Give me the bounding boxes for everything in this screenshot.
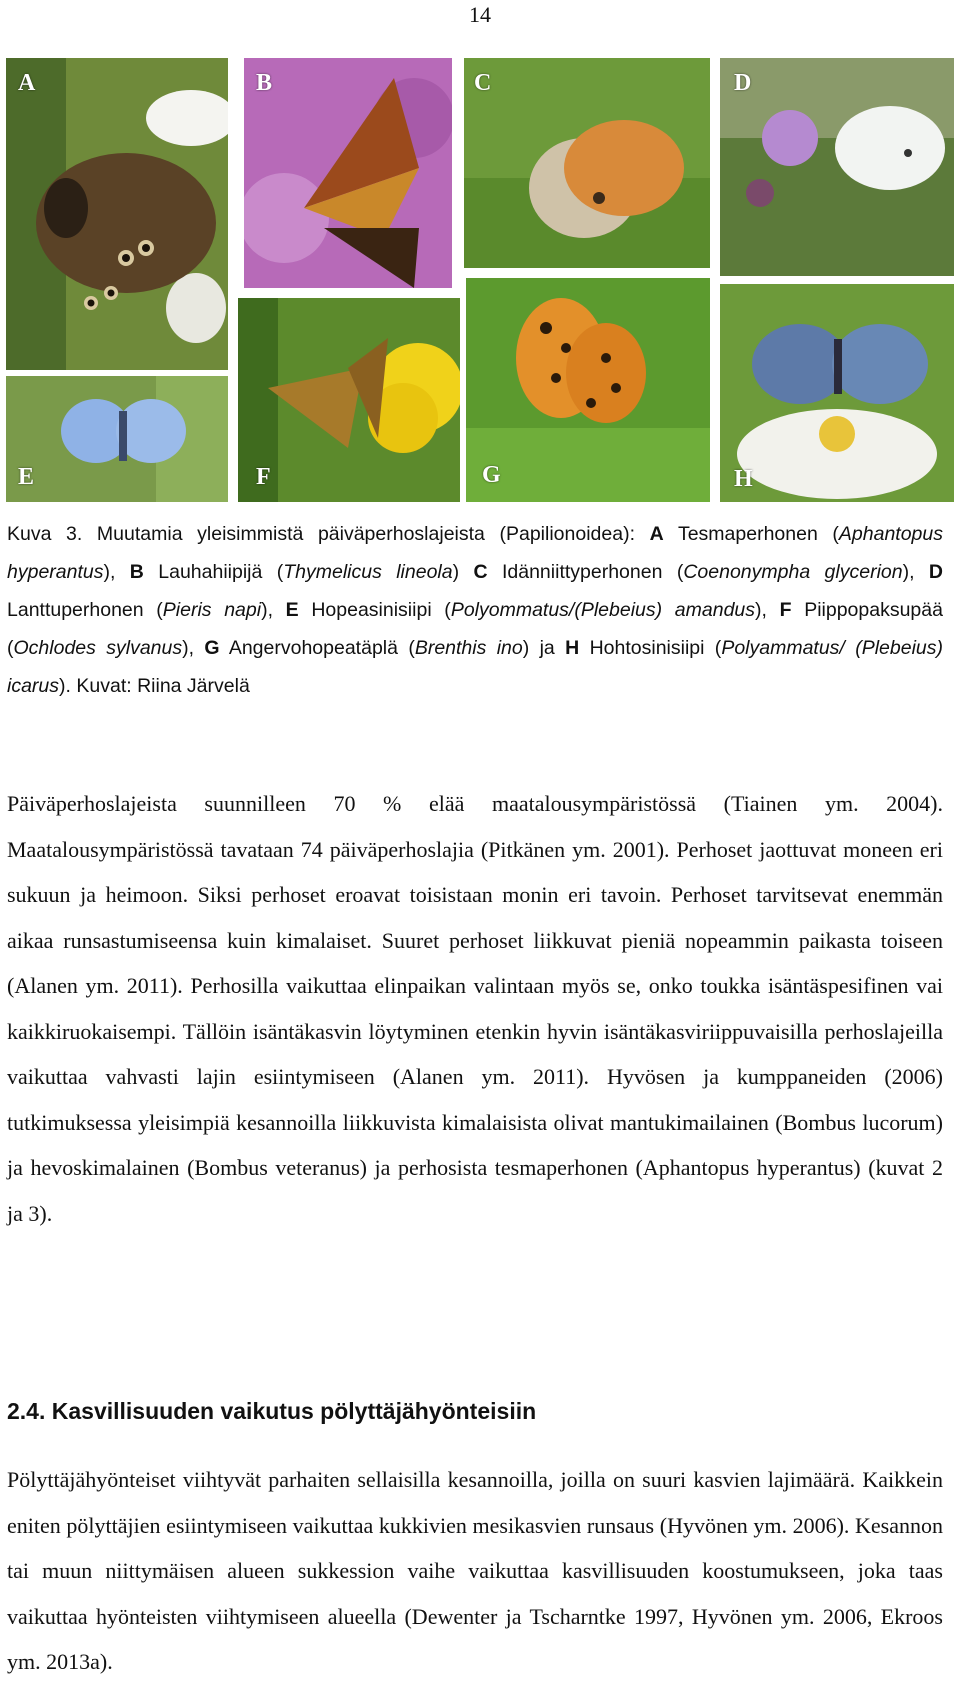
caption-letter-e: E <box>285 599 299 621</box>
photo-letter-a: A <box>18 70 36 96</box>
caption-latin-a: Aphantopus hyperantus <box>7 523 943 583</box>
section-heading: 2.4. Kasvillisuuden vaikutus pölyttäjähyönteisiin <box>7 1398 537 1424</box>
caption-latin-d: Pieris napi <box>162 599 262 621</box>
caption-latin-e: Polyommatus/(Plebeius) amandus <box>450 599 756 621</box>
photo-letter-b: B <box>256 70 273 96</box>
photo-c <box>464 58 710 268</box>
photo-d <box>720 58 954 276</box>
butterfly-photo-grid <box>6 58 954 502</box>
caption-latin-g: Brenthis ino <box>414 637 523 659</box>
caption-credit: Kuvat: Riina Järvelä <box>76 675 250 697</box>
caption-latin-h: Polyammatus/ (Plebeius) icarus <box>7 637 943 697</box>
figure-caption: Kuva 3. Muutamia yleisimmistä päiväperhoslajeista (Papilionoidea): A Tesmaperhonen (Aphantopus hyperantus), B Lauhahiipijä (Thymelicus lineola) C Idänniittyperhonen (Coenonympha glycerion), D Lanttuperhonen (Pieris napi), E Hopeasinisiipi (Polyommatus/(Plebeius) amandus), F Piippopaksupää (Ochlodes sylvanus), G Angervohopeatäplä (Brenthis ino) ja H Hohtosinisiipi (Polyammatus/ (Plebeius) icarus). Kuvat: Riina Järvelä <box>7 523 943 697</box>
photo-letter-f: F <box>256 464 271 490</box>
photo-letter-d: D <box>734 70 752 96</box>
photo-g <box>466 278 710 502</box>
caption-letter-c: C <box>473 561 488 583</box>
body-paragraph-2: Pölyttäjähyönteiset viihtyvät parhaiten sellaisilla kesannoilla, joilla on suuri kasvien lajimäärä. Kaikkein eniten pölyttäjien esiintymiseen vaikuttaa kukkivien mesikasvien runsaus (Hyvönen ym. 2006). Kesannon tai muun niittymäisen alueen sukkession vaihe vaikuttaa kasvillisuuden koostumukseen, joka taas vaikuttaa hyönteisten viihtymiseen alueella (Dewenter ja Tscharntke 1997, Hyvönen ym. 2006, Ekroos ym. 2013a). <box>7 1467 943 1674</box>
photo-letter-e: E <box>18 464 35 490</box>
caption-letter-f: F <box>779 599 792 621</box>
photo-e <box>6 376 228 502</box>
caption-letter-a: A <box>649 523 664 545</box>
photo-letter-c: C <box>474 70 492 96</box>
photo-letter-h: H <box>734 466 753 492</box>
caption-letter-g: G <box>204 637 220 659</box>
caption-latin-b: Thymelicus lineola <box>283 561 453 583</box>
caption-latin-f: Ochlodes sylvanus <box>13 637 183 659</box>
photo-f <box>238 298 460 502</box>
caption-letter-h: H <box>565 637 580 659</box>
body-paragraph-1: Päiväperhoslajeista suunnilleen 70 % elää maatalousympäristössä (Tiainen ym. 2004). Maatalousympäristössä tavataan 74 päiväperhoslajia (Pitkänen ym. 2001). Perhoset jaottuvat moneen eri sukuun ja heimoon. Siksi perhoset eroavat toisistaan monin eri tavoin. Perhoset tarvitsevat enemmän aikaa runsastumiseensa kuin kimalaiset. Suuret perhoset liikkuvat pieniä nopeammin paikasta toiseen (Alanen ym. 2011). Perhosilla vaikuttaa elinpaikan valintaan myös se, onko toukka isäntäspesifinen vai kaikkiruokaisempi. Tällöin isäntäkasvin löytyminen etenkin hyvin isäntäkasviriippuvaisilla perhoslajeilla vaikuttaa vahvasti lajin esiintymiseen (Alanen ym. 2011). Hyvösen ja kumppaneiden (2006) tutkimuksessa yleisimpiä kesannoilla liikkuvista kimalaisista olivat mantukimailainen (Bombus lucorum) ja hevoskimalainen (Bombus veteranus) ja perhosista tesmaperhonen (Aphantopus hyperantus) (kuvat 2 ja 3). <box>7 791 943 1226</box>
photo-letter-g: G <box>482 462 501 488</box>
caption-letter-b: B <box>129 561 144 583</box>
caption-letter-d: D <box>928 561 943 583</box>
photo-a <box>6 58 228 370</box>
caption-intro: Muutamia yleisimmistä päiväperhoslajeista (Papilionoidea): <box>82 523 650 545</box>
photo-h <box>720 284 954 502</box>
page-number: 14 <box>469 2 491 27</box>
photo-b <box>244 58 452 288</box>
caption-latin-c: Coenonympha glycerion <box>683 561 903 583</box>
caption-label: Kuva 3. <box>7 523 83 545</box>
